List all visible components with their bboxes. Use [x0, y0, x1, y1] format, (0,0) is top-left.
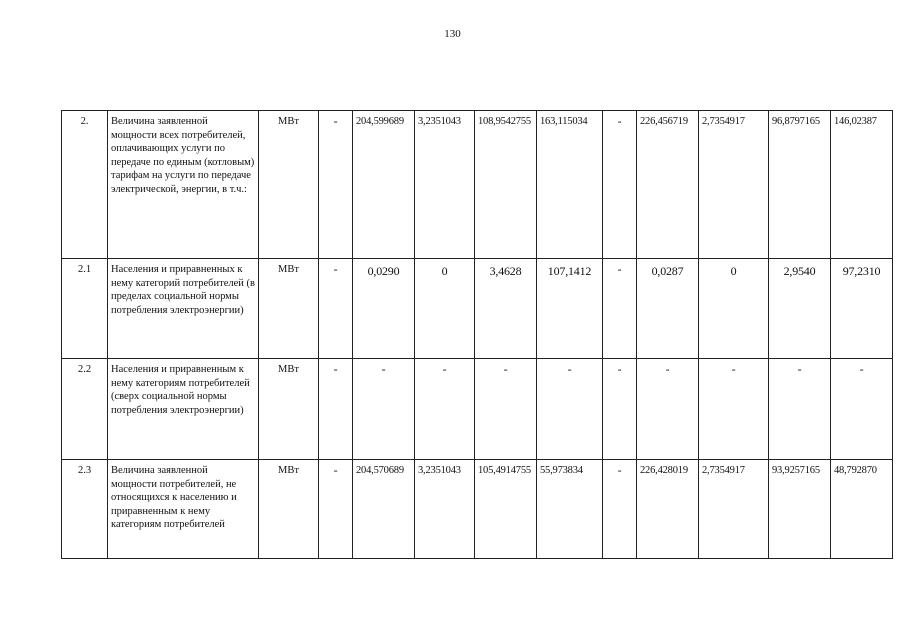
value-cell: 146,02387	[831, 111, 893, 259]
value-cell: 0,0287	[637, 259, 699, 359]
value-cell: 107,1412	[537, 259, 603, 359]
row-unit: МВт	[259, 460, 319, 559]
value-cell: 108,9542755	[475, 111, 537, 259]
row-name: Величина заявленной мощности всех потребителей, оплачивающих услуги по передаче по единым (котловым) тарифам на услуги по передаче электрической, энергии, в т.ч.:	[108, 111, 259, 259]
tariff-table	[61, 110, 893, 559]
value-cell: 2,9540	[769, 259, 831, 359]
value-cell: -	[319, 460, 353, 559]
value-cell: 3,2351043	[415, 460, 475, 559]
value-cell: -	[319, 259, 353, 359]
value-cell: -	[699, 359, 769, 460]
value-cell: -	[319, 111, 353, 259]
row-name: Населения и приравненным к нему категориям потребителей (сверх социальной нормы потребления электроэнергии)	[108, 359, 259, 460]
row-name: Населения и приравненных к нему категорий потребителей (в пределах социальной нормы потребления электроэнергии)	[108, 259, 259, 359]
value-cell: -	[475, 359, 537, 460]
row-number: 2.1	[62, 259, 108, 359]
value-cell: 3,2351043	[415, 111, 475, 259]
value-cell: -	[415, 359, 475, 460]
value-cell: -	[319, 359, 353, 460]
value-cell: -	[831, 359, 893, 460]
value-cell: 0	[415, 259, 475, 359]
value-cell: 97,2310	[831, 259, 893, 359]
value-cell: 0,0290	[353, 259, 415, 359]
value-cell: -	[537, 359, 603, 460]
value-cell: -	[603, 111, 637, 259]
row-name: Величина заявленной мощности потребителей, не относящихся к населению и приравненным к нему категориям потребителей	[108, 460, 259, 559]
value-cell: 226,456719	[637, 111, 699, 259]
value-cell: -	[603, 359, 637, 460]
value-cell: -	[769, 359, 831, 460]
row-number: 2.	[62, 111, 108, 259]
row-number: 2.2	[62, 359, 108, 460]
table-row	[62, 259, 893, 359]
value-cell: 96,8797165	[769, 111, 831, 259]
value-cell: 2,7354917	[699, 460, 769, 559]
value-cell: 2,7354917	[699, 111, 769, 259]
table-row	[62, 460, 893, 559]
value-cell: 226,428019	[637, 460, 699, 559]
page-number: 130	[444, 28, 461, 40]
value-cell: 48,792870	[831, 460, 893, 559]
row-unit: МВт	[259, 359, 319, 460]
value-cell: -	[603, 259, 637, 359]
value-cell: -	[637, 359, 699, 460]
row-number: 2.3	[62, 460, 108, 559]
value-cell: -	[353, 359, 415, 460]
value-cell: 204,570689	[353, 460, 415, 559]
value-cell: 3,4628	[475, 259, 537, 359]
value-cell: 163,115034	[537, 111, 603, 259]
value-cell: 204,599689	[353, 111, 415, 259]
value-cell: 105,4914755	[475, 460, 537, 559]
value-cell: -	[603, 460, 637, 559]
row-unit: МВт	[259, 111, 319, 259]
value-cell: 93,9257165	[769, 460, 831, 559]
row-unit: МВт	[259, 259, 319, 359]
table-row	[62, 359, 893, 460]
value-cell: 0	[699, 259, 769, 359]
value-cell: 55,973834	[537, 460, 603, 559]
table-row	[62, 111, 893, 259]
table-body	[62, 111, 893, 559]
